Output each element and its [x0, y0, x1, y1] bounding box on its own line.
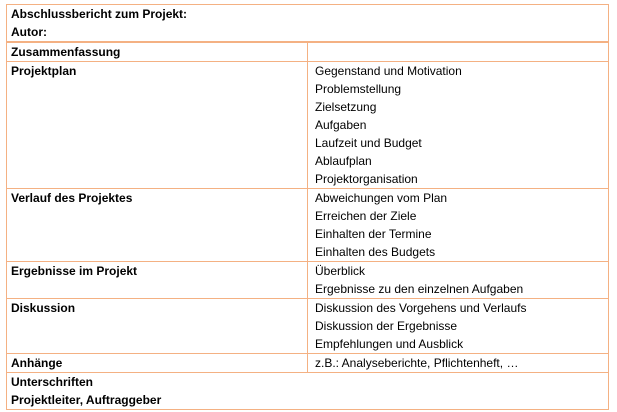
table-row [7, 354, 609, 373]
section-label: Ergebnisse im Projekt [7, 262, 308, 299]
section-items [308, 262, 609, 299]
section-label: Zusammenfassung [7, 42, 308, 62]
table-row [7, 42, 609, 62]
section-items [308, 354, 609, 373]
list-item: Projektorganisation [315, 172, 418, 186]
signers-label: Projektleiter, Auftraggeber [11, 393, 162, 407]
section-items [308, 62, 609, 189]
list-item: Diskussion der Ergebnisse [315, 319, 458, 333]
list-item: Abweichungen vom Plan [315, 191, 448, 205]
section-items [308, 42, 609, 62]
list-item: Einhalten der Termine [315, 227, 432, 241]
list-item: Laufzeit und Budget [315, 136, 422, 150]
section-items [308, 299, 609, 354]
header-cell [7, 5, 609, 43]
table-row [7, 189, 609, 262]
section-label: Verlauf des Projektes [7, 189, 308, 262]
list-item: Diskussion des Vorgehens und Verlaufs [315, 301, 527, 315]
list-item: Gegenstand und Motivation [315, 64, 462, 78]
table-row [7, 62, 609, 189]
list-item: Aufgaben [315, 118, 367, 132]
list-item: Empfehlungen und Ausblick [315, 337, 464, 351]
list-item: Erreichen der Ziele [315, 209, 417, 223]
section-label: Anhänge [7, 354, 308, 373]
signatures-cell [7, 373, 609, 410]
list-item: Einhalten des Budgets [315, 245, 436, 259]
list-item: z.B.: Analyseberichte, Pflichtenheft, … [315, 356, 519, 370]
list-item: Zielsetzung [315, 100, 377, 114]
section-label: Diskussion [7, 299, 308, 354]
table-row [7, 299, 609, 354]
list-item: Ablaufplan [315, 154, 372, 168]
section-label: Projektplan [7, 62, 308, 189]
list-item: Ergebnisse zu den einzelnen Aufgaben [315, 282, 524, 296]
report-structure-table [6, 4, 609, 410]
table-row [7, 262, 609, 299]
section-items [308, 189, 609, 262]
report-template [6, 4, 609, 410]
signatures-label: Unterschriften [11, 375, 94, 389]
list-item: Überblick [315, 264, 366, 278]
author-label: Autor: [11, 25, 47, 39]
header-row [7, 5, 609, 43]
footer-row [7, 373, 609, 410]
list-item: Problemstellung [315, 82, 402, 96]
report-title: Abschlussbericht zum Projekt: [11, 7, 188, 21]
